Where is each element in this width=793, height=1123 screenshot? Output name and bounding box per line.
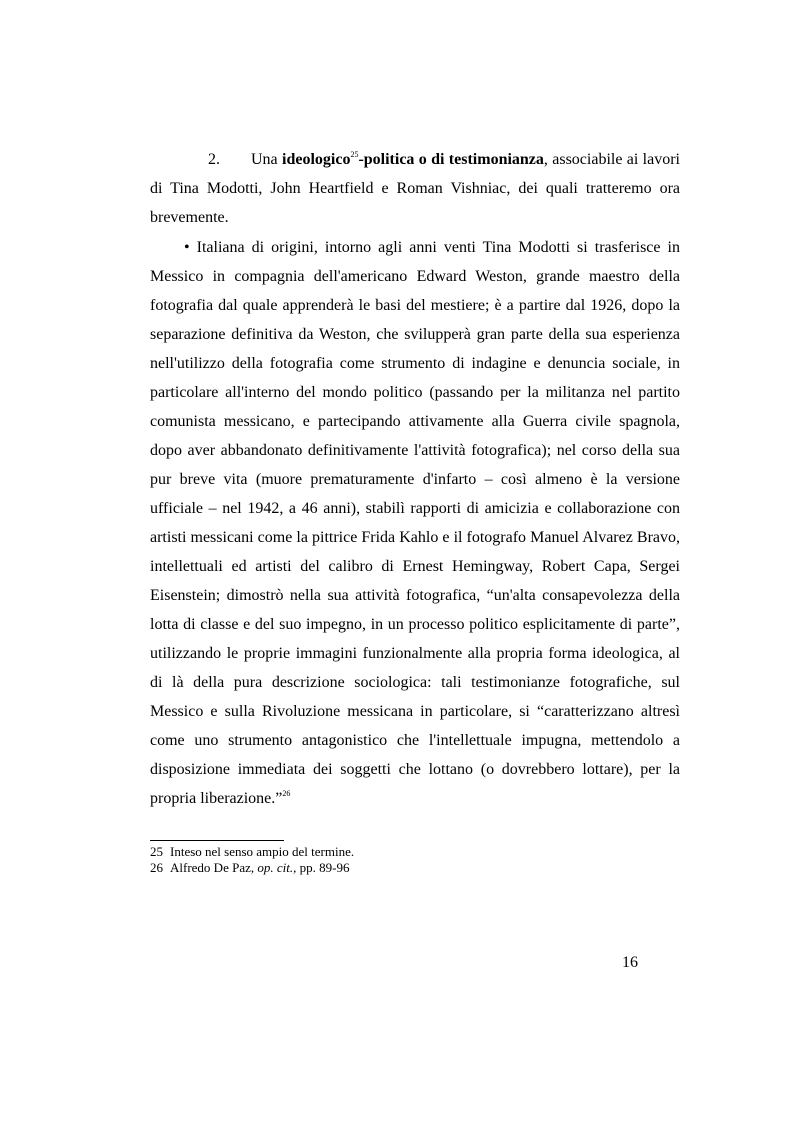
footnote-text: Inteso nel senso ampio del termine.	[170, 844, 355, 859]
footnote-ref-25[interactable]: 25	[350, 150, 359, 159]
footnote-separator	[150, 840, 284, 841]
footnote-citation-italic: op. cit.,	[257, 860, 297, 875]
biography-text: • Italiana di origini, intorno agli anni venti Tina Modotti si trasferisce in Messico in compagnia dell'americano Edward Weston, grande maestro della fotografia dal quale apprenderà le basi del mestiere; è a partire dal 1926, dopo la separazione definitiva da Weston, che svilupperà gran parte della sua esperienza nell'utilizzo della fotografia come strumento di indagine e denuncia sociale, in particolare all'interno del mondo politico (passando per la militanza nel partito comunista messicano, e partecipando attivamente alla Guerra civile spagnola, dopo aver abbandonato definitivamente l'attività fotografica); nel corso della sua pur breve vita (muore prematuramente d'infarto – così almeno è la versione ufficiale – nel 1942, a 46 anni), stabilì rapporti di amicizia e collaborazione con artisti messicani come la pittrice Frida Kahlo e il fotografo Manuel Alvarez Bravo, intellettuali ed artisti del calibro di Ernest Hemingway, Robert Capa, Sergei Eisenstein; dimostrò nella sua attività fotografica, “un'alta consapevolezza della lotta di classe e del suo impegno, in un processo politico esplicitamente di parte”, utilizzando le proprie immagini funzionalmente alla propria forma ideologica, al di là della pura descrizione sociologica: tali testimonianze fotografiche, sul Messico e sulla Rivoluzione messicana in particolare, si “caratterizzano altresì come uno strumento antagonistico che l'intellettuale impugna, mettendolo a disposizione immediata dei soggetti che lottano (o dovrebbero lottare), per la propria liberazione.”	[150, 239, 680, 807]
footnote-pages: pp. 89-96	[296, 860, 350, 875]
list-item-2	[150, 145, 680, 232]
item-bold-term: ideologico	[282, 151, 351, 168]
item-intro: Una	[251, 151, 282, 168]
list-number: 2.	[208, 151, 220, 168]
footnote-ref-26[interactable]: 26	[282, 789, 291, 798]
footnote-text: Alfredo De Paz,	[170, 860, 258, 875]
footnote-25	[150, 844, 680, 860]
footnotes	[150, 844, 680, 876]
page-number: 16	[622, 954, 638, 971]
footnote-number: 25	[150, 844, 163, 859]
footnote-number: 26	[150, 860, 163, 875]
footnote-26	[150, 860, 680, 876]
biography-paragraph	[150, 233, 680, 813]
item-bold-term-cont: -politica o di testimonianza	[358, 151, 544, 168]
item-rest: , associabile ai lavori di Tina Modotti, John Heartfield e Roman Vishniac, dei quali tratteremo ora brevemente.	[150, 151, 680, 226]
